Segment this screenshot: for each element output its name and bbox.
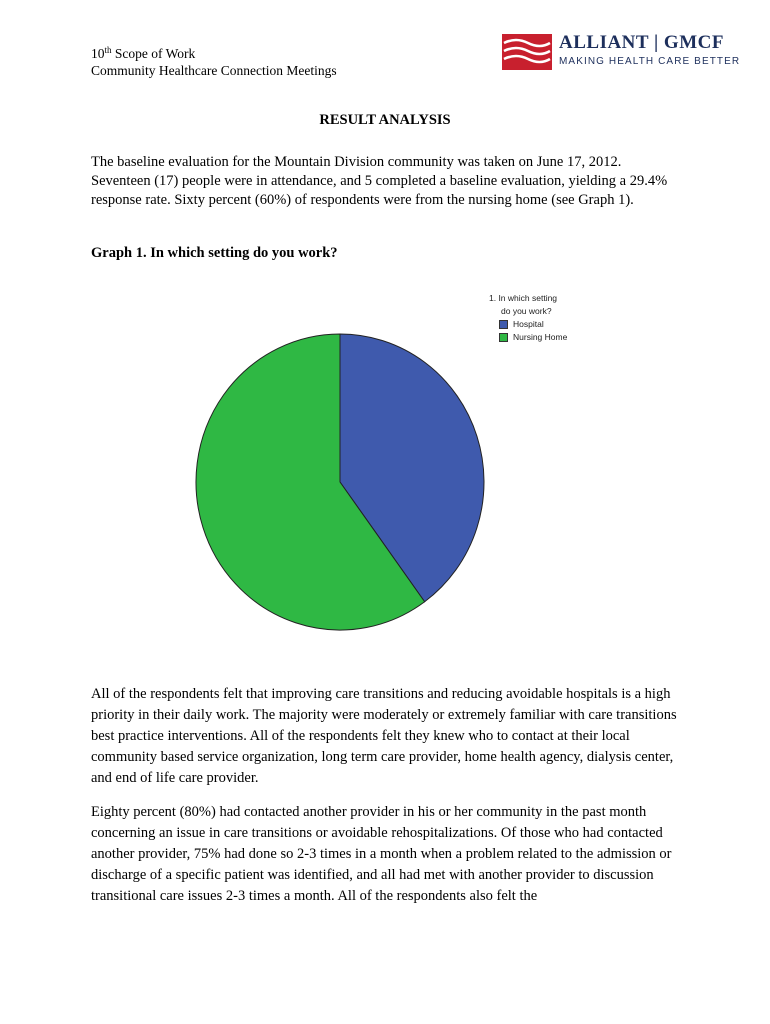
- alliant-gmcf-logo: [502, 32, 741, 72]
- legend-item-hospital: [489, 318, 567, 331]
- header-line-1: [91, 45, 337, 62]
- header-superscript: th: [104, 45, 112, 55]
- legend-title-line-1: 1. In which setting: [489, 293, 558, 303]
- paragraph-contacts: Eighty percent (80%) had contacted another provider in his or her community in the past month concerning an issue in care transitions or avoidable rehospitalizations. Of those who had contacted another provider, 75% had done so 2-3 times in a month when a problem related to the admission or discharge of a specific patient was identified, and all had met with another provider to discussion transitional care issues 2-3 times a month. All of the respondents also felt the: [91, 804, 672, 904]
- legend-swatch-nursing-home: [499, 333, 508, 342]
- header-scope-text: Scope of Work: [111, 46, 196, 61]
- legend-item-nursing-home: [489, 331, 567, 344]
- header-line-2: Community Healthcare Connection Meetings: [91, 63, 337, 78]
- flag-icon: [502, 34, 552, 70]
- legend-title-line-2: do you work?: [501, 306, 552, 316]
- graph-heading: Graph 1. In which setting do you work?: [91, 245, 338, 261]
- paragraph-intro: The baseline evaluation for the Mountain Division community was taken on June 17, 2012. Seventeen (17) people were in attendance, and 5 completed a baseline evaluation, yielding a 29.4% response rate. Sixty percent (60%) of respondents were from the nursing home (see Graph 1).: [91, 154, 668, 208]
- section-title: RESULT ANALYSIS: [319, 112, 451, 128]
- legend-swatch-hospital: [499, 320, 508, 329]
- chart-legend: [489, 292, 567, 344]
- document-header: [91, 45, 337, 79]
- logo-tagline: MAKING HEALTH CARE BETTER: [559, 56, 741, 67]
- paragraph-priorities: All of the respondents felt that improving care transitions and reducing avoidable hospitals is a high priority in their daily work. The majority were moderately or extremely familiar with care transitions best practice interventions. All of the respondents felt they knew who to contact at their local community based service organization, long term care provider, home health agency, dialysis center, and end of life care provider.: [91, 686, 677, 786]
- pie-chart: [190, 328, 490, 636]
- header-number: 10: [91, 46, 105, 61]
- legend-label-hospital: Hospital: [513, 319, 544, 329]
- legend-label-nursing-home: Nursing Home: [513, 332, 568, 342]
- logo-wordmark: ALLIANT | GMCF: [559, 32, 724, 53]
